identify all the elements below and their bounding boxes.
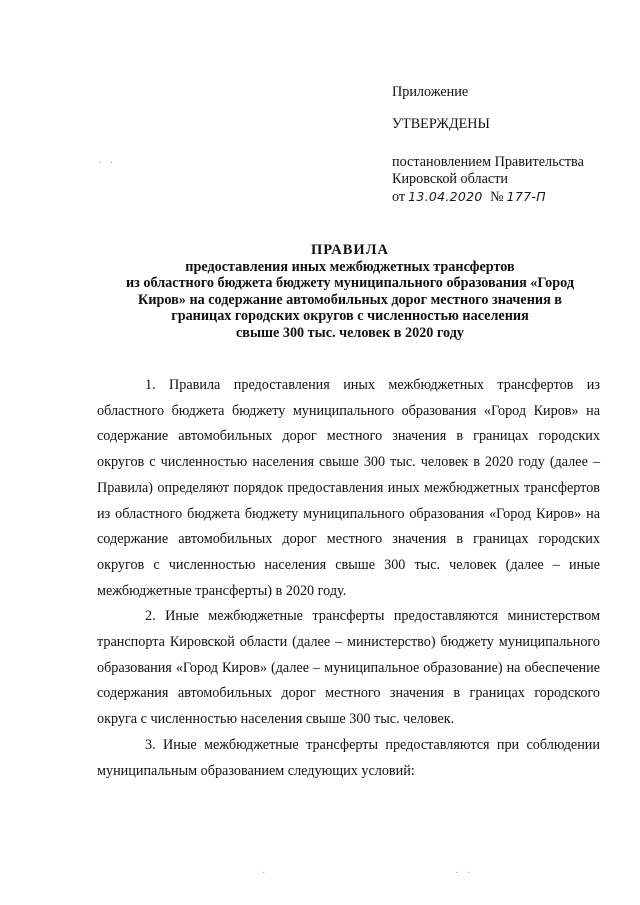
number-prefix: № [490,189,504,205]
resolution-line-1: постановлением Правительства [392,154,584,170]
document-body [97,373,600,784]
scan-speck: · · [98,158,117,169]
title-line-1: предоставления иных межбюджетных трансфертов [185,258,515,275]
paragraph-3: 3. Иные межбюджетные трансферты предоставляются при соблюдении муниципальным образованием следующих условий: [97,736,600,779]
title-main: ПРАВИЛА [311,242,389,258]
title-line-5: свыше 300 тыс. человек в 2020 году [236,324,464,341]
date-prefix: от [392,189,406,205]
title-line-3: Киров» на содержание автомобильных дорог местного значения в [138,291,562,308]
resolution-line-2: Кировской области [392,171,508,187]
title-line-2: из областного бюджета бюджету муниципального образования «Город [125,275,575,291]
approval-block [392,84,632,206]
scan-speck: · · [455,868,474,879]
resolution-date-row [392,188,632,206]
scan-speck: · [262,868,269,879]
handwritten-number: 177-П [506,189,546,204]
paragraph-1: 1. Правила предоставления иных межбюджетных трансфертов из областного бюджета бюджету муниципального образования «Город Киров» на содержание автомобильных дорог местного значения в границах городских округов с численностью населения свыше 300 тыс. человек в 2020 году (далее – Правила) определяют порядок предоставления иных межбюджетных трансфертов из областного бюджета бюджету муниципального образования «Город Киров» на содержание автомобильных дорог местного значения в границах городских округов с численностью населения свыше 300 тыс. человек (далее – иные межбюджетные трансферты) в 2020 году. [97,377,600,599]
document-title [95,242,605,341]
handwritten-date: 13.04.2020 [408,189,483,204]
title-line-4: границах городских округов с численностью населения [171,308,529,324]
appendix-label: Приложение [392,84,469,100]
paragraph-2: 2. Иные межбюджетные трансферты предоставляются министерством транспорта Кировской области (далее – министерство) бюджету муниципального образования «Город Киров» (далее – муниципальное образование) на обеспечение содержания автомобильных дорог местного значения в границах городского округа с численностью населения свыше 300 тыс. человек. [97,608,600,728]
approved-label: УТВЕРЖДЕНЫ [392,116,490,132]
